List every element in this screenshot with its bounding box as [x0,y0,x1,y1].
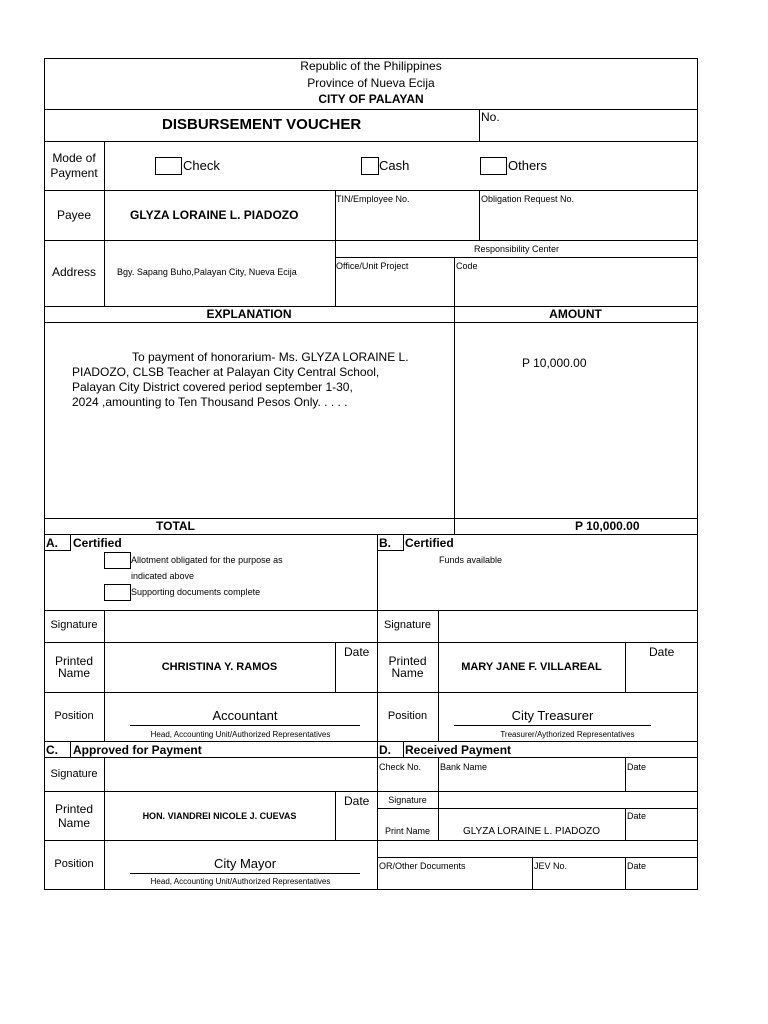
voucher-title: DISBURSEMENT VOUCHER [162,116,362,133]
b-position-caption: Treasurer/Aythorized Representatives [500,730,635,739]
section-d-title: Received Payment [405,743,512,757]
c-position-value: City Mayor [213,856,277,871]
address-value: Bgy. Sapang Buho,Palayan City, Nueva Ecija [117,267,297,277]
section-b-title: Certified [405,536,454,550]
check-label: Check [183,158,220,173]
d-date-label-3: Date [627,861,647,871]
amount-value: P 10,000.00 [522,356,587,370]
office-unit-label: Office/Unit Project [336,261,409,271]
c-date-label: Date [344,794,370,808]
explanation-line-3: Palayan City District covered period september 1-30, [72,380,353,394]
bank-name-label: Bank Name [440,762,488,772]
check-checkbox[interactable] [155,157,182,175]
cash-checkbox[interactable] [361,157,379,175]
b-printed-label-1: Printed [388,654,427,668]
city-text: CITY OF PALAYAN [318,92,424,106]
c-printed-label-1: Printed [54,802,94,816]
mode-label-1: Mode of [52,151,96,165]
a-position-label: Position [54,710,94,722]
section-a-letter: A. [46,536,58,550]
b-date-label: Date [649,645,675,659]
section-c-letter: C. [46,743,58,757]
c-signature-label: Signature [50,768,98,780]
allotment-text-2: indicated above [131,571,195,581]
a-printed-label-2: Name [57,666,90,680]
payee-label: Payee [56,208,92,222]
others-label: Others [508,158,548,173]
a-signature-label: Signature [50,619,98,631]
total-value: P 10,000.00 [575,519,640,533]
c-printed-name: HON. VIANDREI NICOLE J. CUEVAS [142,811,297,821]
section-c-title: Approved for Payment [73,743,202,757]
code-label: Code [456,261,478,271]
d-date-label-2: Date [627,811,647,821]
total-label: TOTAL [156,519,195,533]
address-label: Address [51,265,97,279]
voucher-no-label: No. [481,110,500,124]
explanation-line-2: PIADOZO, CLSB Teacher at Palayan City Central School, [72,365,380,379]
payee-name: GLYZA LORAINE L. PIADOZO [130,208,299,222]
a-signature-field[interactable] [105,611,377,642]
amount-header: AMOUNT [549,307,602,321]
allotment-checkbox[interactable] [104,552,131,569]
supporting-docs-text: Supporting documents complete [131,587,261,597]
responsibility-center-label: Responsibility Center [473,244,560,254]
b-signature-field[interactable] [439,611,697,642]
c-printed-label-2: Name [57,816,90,830]
republic-text: Republic of the Philippines [300,59,442,73]
c-signature-field[interactable] [105,758,377,791]
print-name-label: Print Name [384,826,430,836]
b-printed-label-2: Name [391,666,424,680]
b-position-value: City Treasurer [511,708,594,723]
explanation-header: EXPLANATION [206,307,292,321]
or-docs-label: OR/Other Documents [379,861,466,871]
explanation-line-1: To payment of honorarium- Ms. GLYZA LORAINE L. [132,350,409,364]
d-signature-field[interactable] [439,792,697,808]
tin-label: TIN/Employee No. [336,194,410,204]
b-position-label: Position [387,710,428,722]
others-checkbox[interactable] [480,157,507,175]
section-a-title: Certified [73,536,122,550]
a-date-label: Date [344,645,370,659]
jev-no-label: JEV No. [534,861,568,871]
cash-label: Cash [379,158,410,173]
check-no-label: Check No. [379,762,422,772]
a-position-caption: Head, Accounting Unit/Authorized Representatives [150,730,331,739]
funds-available-text: Funds available [439,555,503,565]
supporting-docs-checkbox[interactable] [104,584,131,601]
province-text: Province of Nueva Ecija [307,76,435,90]
d-date-label-1: Date [627,762,647,772]
explanation-line-4: 2024 ,amounting to Ten Thousand Pesos Only. . . . . [72,395,348,409]
section-b-letter: B. [379,536,391,550]
a-printed-name: CHRISTINA Y. RAMOS [161,661,278,673]
d-print-name: GLYZA LORAINE L. PIADOZO [462,826,601,837]
b-printed-name: MARY JANE F. VILLAREAL [461,661,602,673]
allotment-text-1: Allotment obligated for the purpose as [131,555,283,565]
section-d-letter: D. [379,743,391,757]
obr-label: Obligation Request No. [481,194,575,204]
a-position-value: Accountant [212,708,278,723]
c-position-label: Position [54,858,94,870]
b-signature-label: Signature [383,619,432,631]
c-position-caption: Head, Accounting Unit/Authorized Representatives [150,877,331,886]
d-signature-label: Signature [388,795,427,805]
a-printed-label-1: Printed [54,654,94,668]
mode-label-2: Payment [50,166,98,180]
